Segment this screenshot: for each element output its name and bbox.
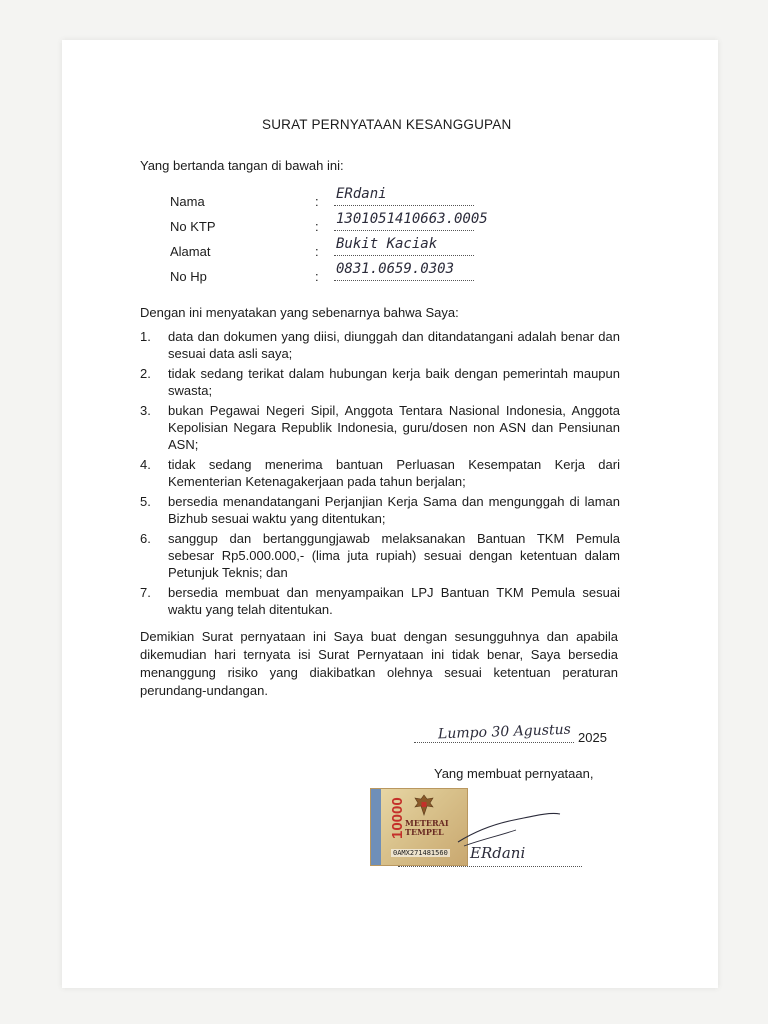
item-text: tidak sedang menerima bantuan Perluasan Kesempatan Kerja dari Kementerian Ketenagakerjaan pada tahun berjalan; — [168, 457, 620, 489]
identity-colon: : — [315, 244, 319, 259]
statement-item — [140, 584, 620, 618]
item-number: 4. — [140, 457, 151, 472]
identity-value-handwritten: Bukit Kaciak — [336, 236, 438, 252]
identity-value-handwritten: 1301051410663.0005 — [336, 211, 488, 227]
identity-colon: : — [315, 269, 319, 284]
dotted-line — [334, 280, 474, 281]
dotted-line — [334, 230, 474, 231]
item-number: 2. — [140, 366, 151, 381]
statement-item — [140, 402, 620, 453]
signature-dotted-line — [398, 866, 582, 867]
item-number: 3. — [140, 403, 151, 418]
intro-text: Yang bertanda tangan di bawah ini: — [140, 158, 344, 173]
statement-item — [140, 493, 620, 527]
document-title: SURAT PERNYATAAN KESANGGUPAN — [262, 117, 512, 132]
item-number: 1. — [140, 329, 151, 344]
identity-label: Alamat — [170, 244, 211, 259]
identity-colon: : — [315, 219, 319, 234]
dotted-line — [334, 205, 474, 206]
statement-item — [140, 365, 620, 399]
statement-lead: Dengan ini menyatakan yang sebenarnya bahwa Saya: — [140, 305, 459, 320]
stamp-title-line: TEMPEL — [405, 827, 444, 837]
statement-list — [140, 328, 620, 621]
closing-paragraph: Demikian Surat pernyataan ini Saya buat dengan sesungguhnya dan apabila dikemudian hari ternyata isi Surat Pernyataan ini tidak benar, Saya bersedia menanggung risiko yang diakibatkan olehnya sesuai ketentuan peraturan perundang-undangan. — [140, 629, 618, 698]
maker-label: Yang membuat pernyataan, — [434, 766, 594, 781]
statement-item — [140, 456, 620, 490]
statement-item — [140, 328, 620, 362]
item-text: sanggup dan bertanggungjawab melaksanakan Bantuan TKM Pemula sebesar Rp5.000.000,- (lima juta rupiah) sesuai dengan ketentuan dalam Petunjuk Teknis; dan — [168, 531, 620, 580]
item-number: 6. — [140, 531, 151, 546]
identity-value-handwritten: ERdani — [336, 186, 387, 202]
identity-label: Nama — [170, 194, 205, 209]
document-page — [62, 40, 718, 988]
date-year: 2025 — [578, 730, 607, 745]
identity-colon: : — [315, 194, 319, 209]
item-text: data dan dokumen yang diisi, diunggah dan ditandatangani adalah benar dan sesuai data asli saya; — [168, 329, 620, 361]
item-text: bukan Pegawai Negeri Sipil, Anggota Tentara Nasional Indonesia, Anggota Kepolisian Negara Republik Indonesia, guru/dosen non ASN dan Pensiunan ASN; — [168, 403, 620, 452]
stamp-title — [405, 819, 449, 837]
date-handwritten: Lumpo 30 Agustus — [437, 721, 572, 743]
stamp-title-line: METERAI — [405, 818, 449, 828]
stamp-value: 10000 — [389, 797, 406, 839]
date-line — [414, 721, 614, 748]
identity-label: No KTP — [170, 219, 216, 234]
identity-value-handwritten: 0831.0659.0303 — [336, 261, 455, 277]
stamp-serial: 0AMX271481560 — [393, 849, 448, 857]
item-number: 5. — [140, 494, 151, 509]
signer-name-handwritten: ERdani — [470, 844, 526, 862]
item-text: bersedia menandatangani Perjanjian Kerja Sama dan mengunggah di laman Bizhub sesuai waktu yang ditentukan; — [168, 494, 620, 526]
item-text: bersedia membuat dan menyampaikan LPJ Bantuan TKM Pemula sesuai waktu yang telah ditentukan. — [168, 585, 620, 617]
dotted-line — [334, 255, 474, 256]
statement-item — [140, 530, 620, 581]
stamp-side-strip — [371, 789, 381, 865]
item-text: tidak sedang terikat dalam hubungan kerja baik dengan pemerintah maupun swasta; — [168, 366, 620, 398]
identity-label: No Hp — [170, 269, 207, 284]
garuda-emblem-icon — [413, 793, 435, 817]
item-number: 7. — [140, 585, 151, 600]
